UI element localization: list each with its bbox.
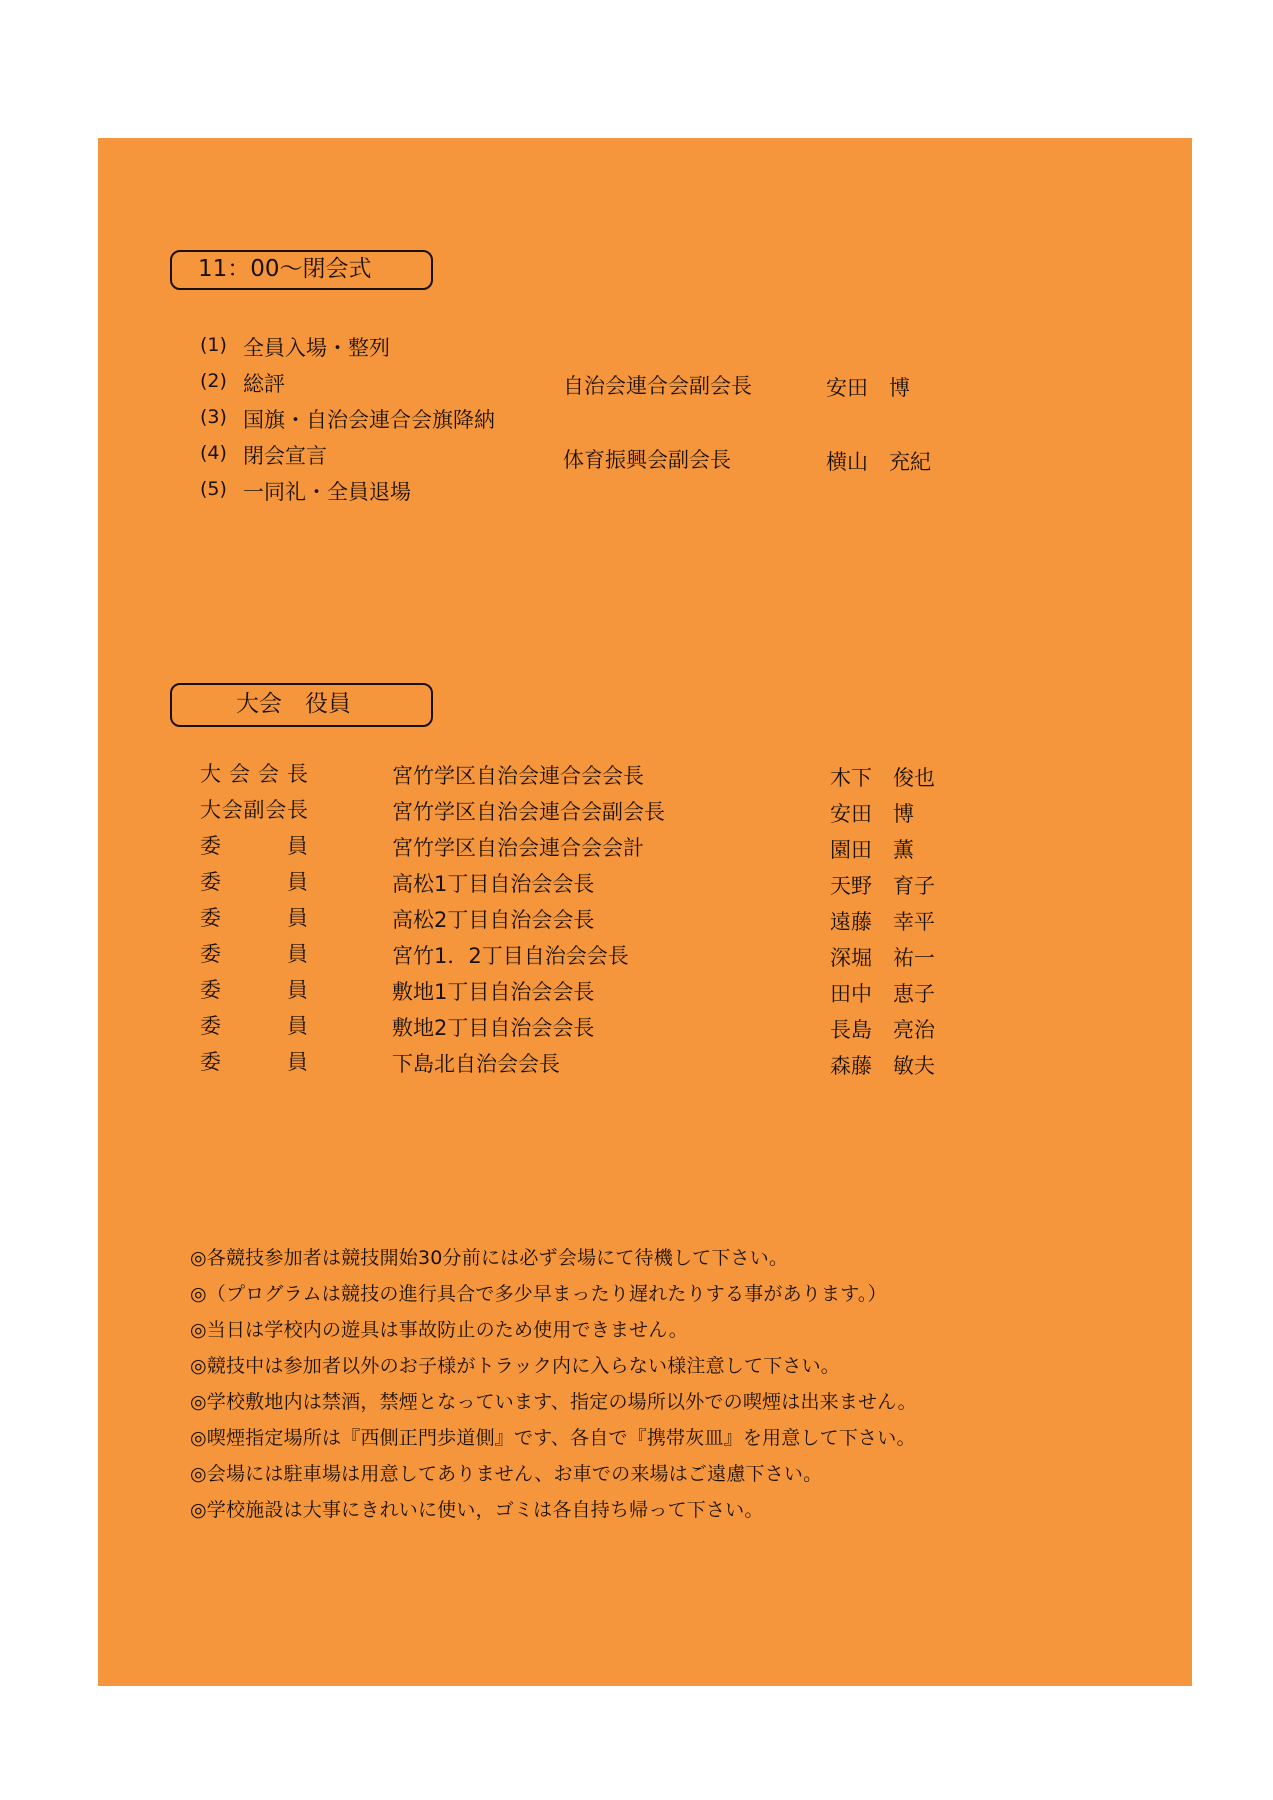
officer-organization: 宮竹学区自治会連合会副会長 [392, 800, 665, 824]
officer-organization: 宮竹学区自治会連合会会長 [392, 764, 644, 788]
note-item: ◎各競技参加者は競技開始30分前には必ず会場にて待機して下さい。 [190, 1247, 789, 1269]
note-item: ◎喫煙指定場所は『西側正門歩道側』です、各自で『携帯灰皿』を用意して下さい。 [190, 1427, 916, 1449]
item-label: 一同礼・全員退場 [243, 480, 411, 504]
officer-organization: 敷地2丁目自治会会長 [392, 1016, 595, 1040]
officer-organization: 敷地1丁目自治会会長 [392, 980, 595, 1004]
officer-title: 委員 [200, 1050, 308, 1074]
officer-title: 大会副会長 [200, 798, 308, 822]
officer-organization: 下島北自治会会長 [392, 1052, 560, 1076]
note-item: ◎当日は学校内の遊具は事故防止のため使用できません。 [190, 1319, 688, 1341]
note-item: ◎学校施設は大事にきれいに使い，ゴミは各自持ち帰って下さい。 [190, 1499, 764, 1521]
item-role: 体育振興会副会長 [563, 448, 731, 472]
officer-name: 木下 俊也 [830, 766, 935, 790]
officer-title: 委員 [200, 942, 308, 966]
officer-title: 委員 [200, 834, 308, 858]
item-person: 横山 充紀 [826, 450, 931, 474]
item-label: 総評 [243, 372, 285, 396]
officer-name: 遠藤 幸平 [830, 910, 935, 934]
officer-title: 委員 [200, 1014, 308, 1038]
officer-title: 委員 [200, 978, 308, 1002]
officer-title: 委員 [200, 906, 308, 930]
officer-name: 森藤 敏夫 [830, 1054, 935, 1078]
officer-name: 安田 博 [830, 802, 914, 826]
item-person: 安田 博 [826, 376, 910, 400]
item-number: (3) [200, 406, 227, 428]
item-number: (5) [200, 478, 227, 500]
note-item: ◎会場には駐車場は用意してありません、お車での来場はご遠慮下さい。 [190, 1463, 823, 1485]
officer-name: 園田 薫 [830, 838, 914, 862]
item-label: 全員入場・整列 [243, 336, 390, 360]
item-number: (1) [200, 334, 227, 356]
officer-organization: 宮竹1．2丁目自治会会長 [392, 944, 629, 968]
item-number: (4) [200, 442, 227, 464]
item-label: 閉会宣言 [243, 444, 327, 468]
note-item: ◎学校敷地内は禁酒，禁煙となっています、指定の場所以外での喫煙は出来ません。 [190, 1391, 917, 1413]
officer-name: 長島 亮治 [830, 1018, 935, 1042]
officer-name: 深堀 祐一 [830, 946, 935, 970]
officer-organization: 高松2丁目自治会会長 [392, 908, 595, 932]
officer-name: 田中 恵子 [830, 982, 935, 1006]
item-number: (2) [200, 370, 227, 392]
note-item: ◎（プログラムは競技の進行具合で多少早まったり遅れたりする事があります。） [190, 1283, 887, 1305]
officer-title: 大会会長 [200, 762, 308, 786]
officer-name: 天野 育子 [830, 874, 935, 898]
closing-ceremony-heading: 11：00～閉会式 [170, 250, 433, 290]
officers-heading: 大会 役員 [170, 683, 433, 727]
orange-program-sheet [98, 138, 1192, 1686]
officer-organization: 高松1丁目自治会会長 [392, 872, 595, 896]
note-item: ◎競技中は参加者以外のお子様がトラック内に入らない様注意して下さい。 [190, 1355, 841, 1377]
item-label: 国旗・自治会連合会旗降納 [243, 408, 495, 432]
item-role: 自治会連合会副会長 [563, 374, 752, 398]
officer-title: 委員 [200, 870, 308, 894]
officer-organization: 宮竹学区自治会連合会会計 [392, 836, 644, 860]
